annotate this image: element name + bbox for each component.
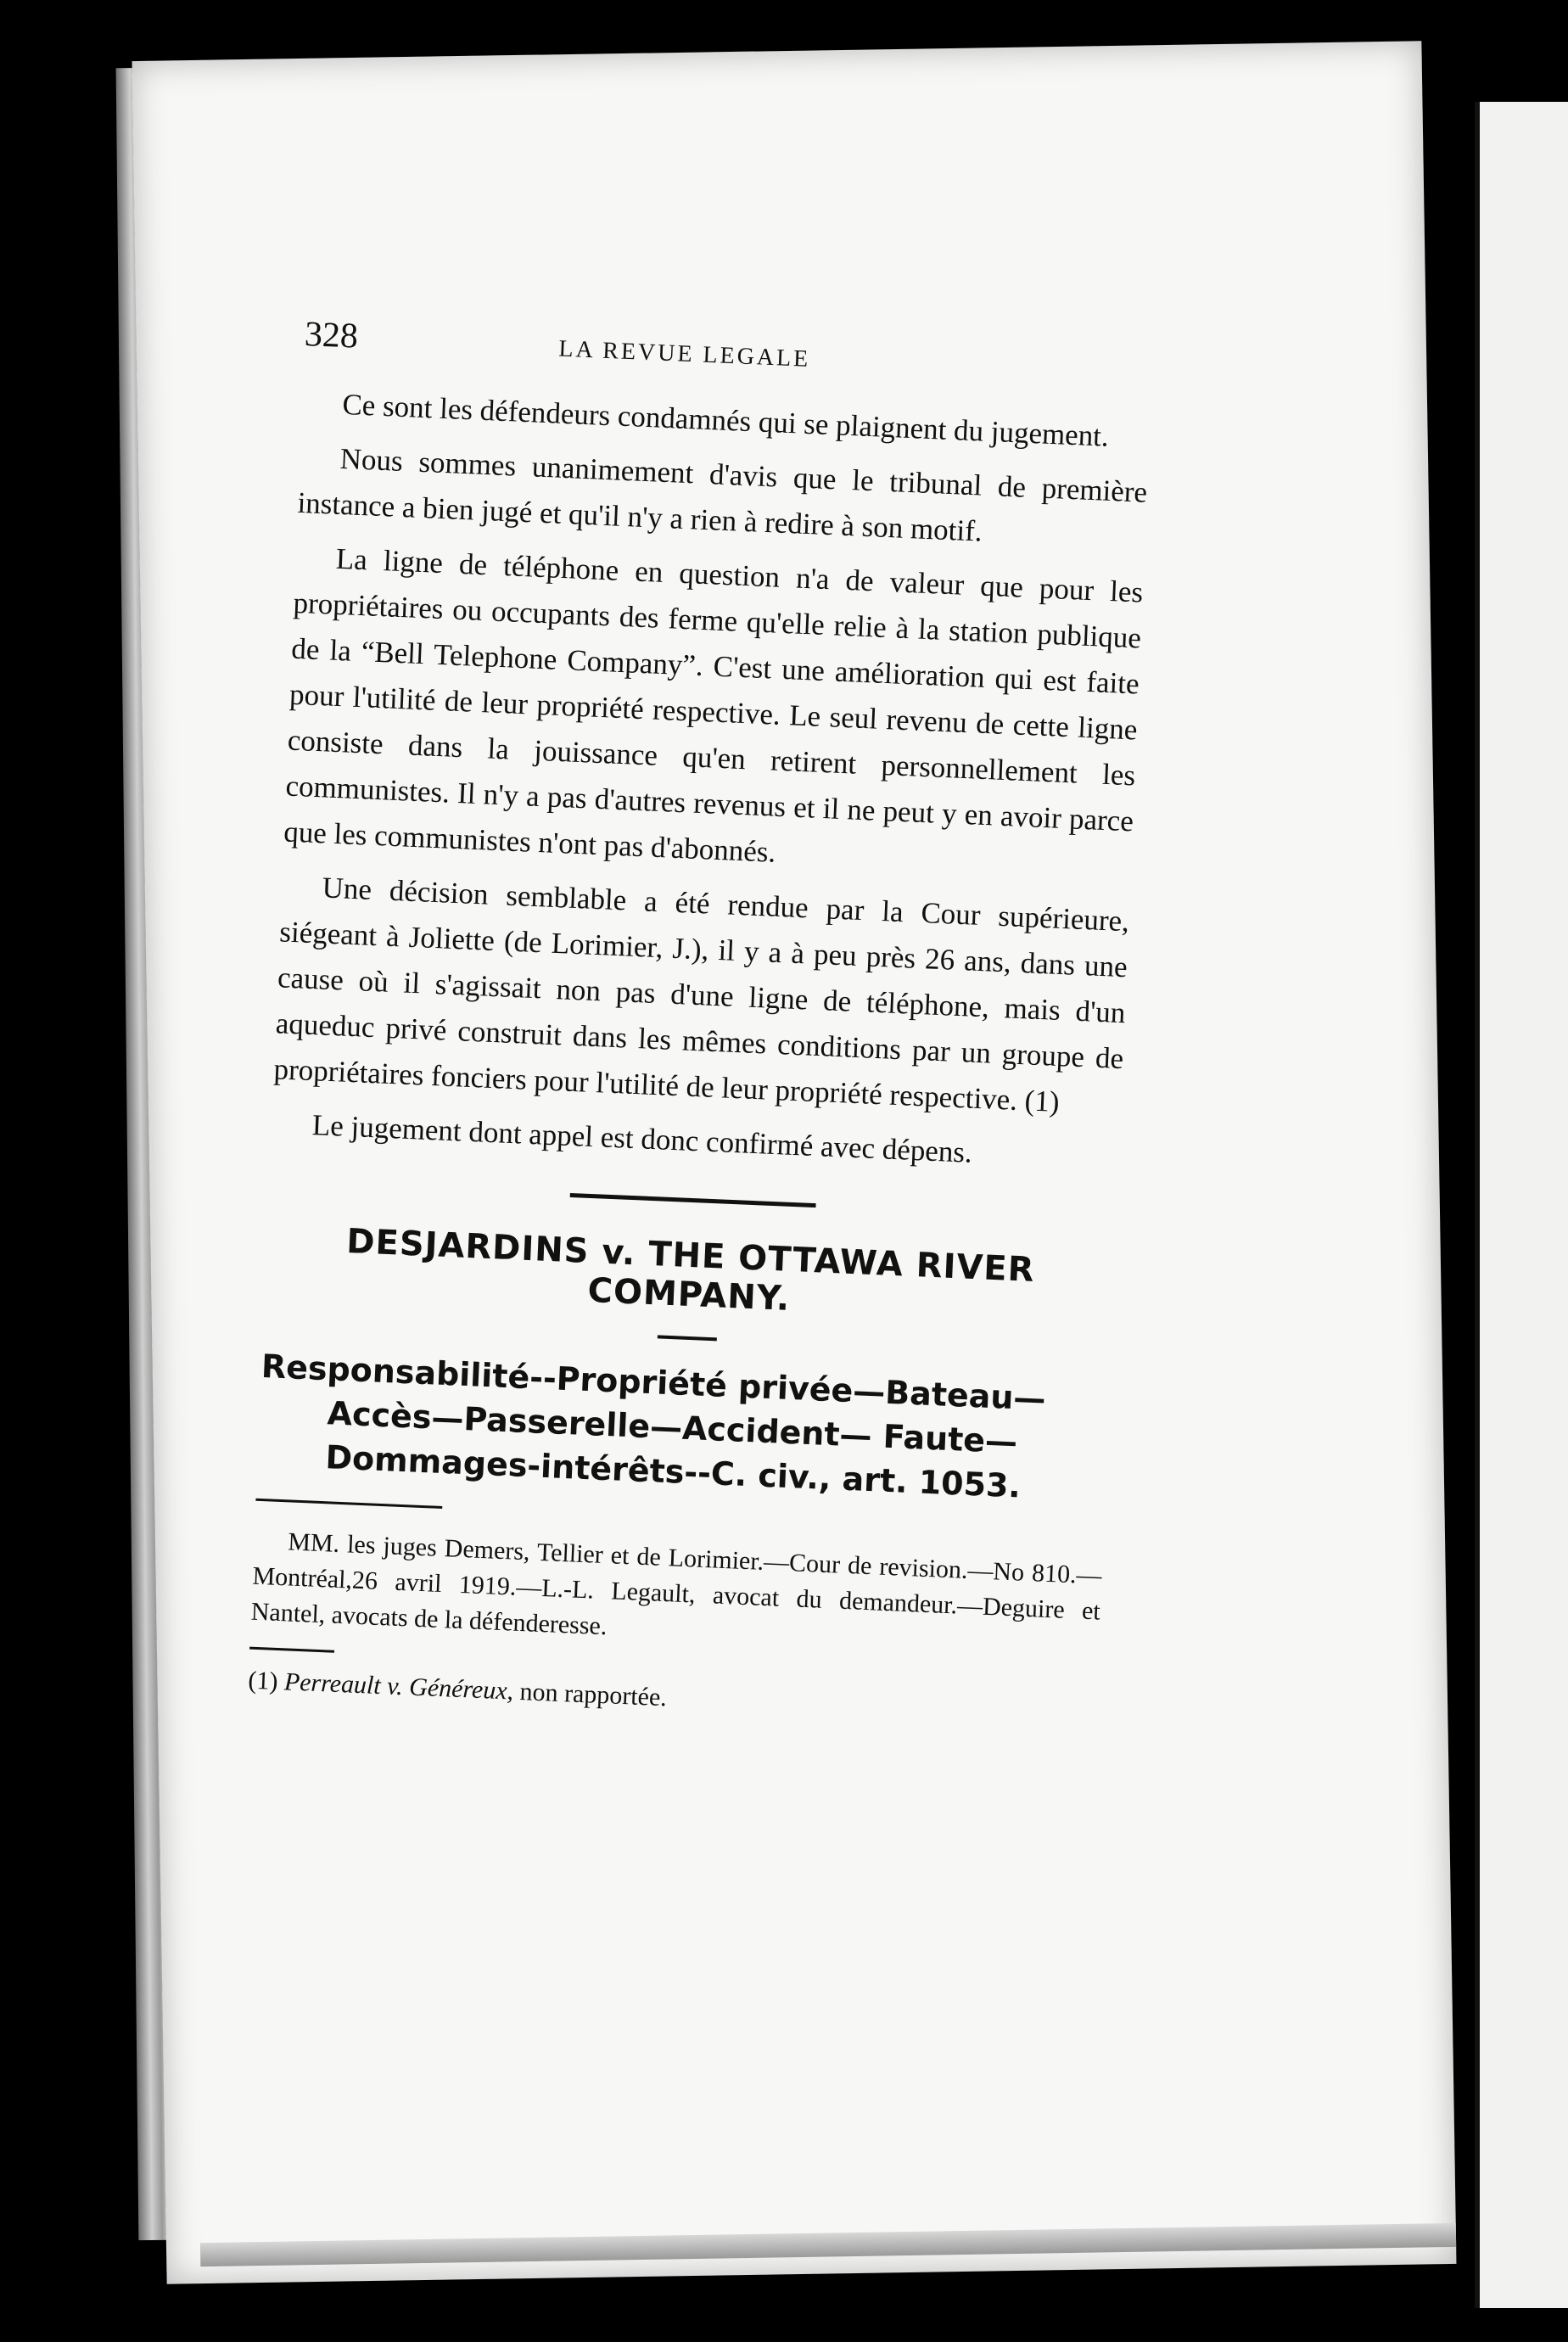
page-number: 328 [304, 314, 359, 356]
footnote-note: non rapportée. [512, 1677, 668, 1712]
title-divider [658, 1335, 717, 1341]
paragraph: Le jugement dont appel est donc confirmé avec dépens. [311, 1108, 973, 1169]
court-info: MM. les juges Demers, Tellier et de Lorimier.—Cour de revision.—No 810.—Montréal,26 avril 1919.—L.-L. Legault, avocat du demandeur.—Deguire et Nantel, avocats de la défenderesse. [250, 1527, 1103, 1641]
footnote-case-name: Perreault v. Généreux, [283, 1667, 514, 1706]
body-text [271, 380, 1151, 1182]
footnote-marker: (1) [247, 1666, 279, 1696]
paragraph: Une décision semblable a été rendue par la Cour supérieure, siégeant à Joliette (de Lorimier, J.), il y a à peu près 26 ans, dans une cause où il s'agissait non pas d'une ligne de téléphone, mais d'un aqueduc privé construit dans les mêmes conditions par un groupe de propriétaires fonciers pour l'utilité de leur propriété respective. (1) [272, 871, 1130, 1119]
headnote: Responsabilité--Propriété privée—Bateau—Accès—Passerelle—Accident— Faute— Dommages-intérêts--C. civ., art. 1053. [260, 1347, 1047, 1505]
case-title: DESJARDINS v. THE OTTAWA RIVER COMPANY. [345, 1222, 1036, 1319]
paragraph: Nous sommes unanimement d'avis que le tribunal de première instance a bien jugé et qu'il n'y a rien à redire à son motif. [296, 441, 1148, 548]
paragraph: Ce sont les défendeurs condamnés qui se plaignent du jugement. [341, 387, 1110, 453]
paragraph: La ligne de téléphone en question n'a de valeur que pour les propriétaires ou occupants des ferme qu'elle relie à la station publique de la “Bell Telephone Company”. C'est une amélioration qui est faite pour l'utilité de leur propriété respective. Le seul revenu de cette ligne consiste dans la jouissance qu'en retirent personnellement les communistes. Il n'y a pas d'autres revenus et il ne peut y en avoir parce que les communistes n'ont pas d'abonnés. [283, 541, 1144, 869]
footnote-divider [249, 1647, 334, 1653]
page-bottom-edge [200, 2223, 1456, 2266]
page-content [248, 314, 1153, 1730]
running-title: LA REVUE LEGALE [557, 335, 811, 373]
headnote-divider [255, 1499, 442, 1509]
section-divider [570, 1193, 816, 1207]
facing-page-edge [1475, 102, 1568, 2308]
